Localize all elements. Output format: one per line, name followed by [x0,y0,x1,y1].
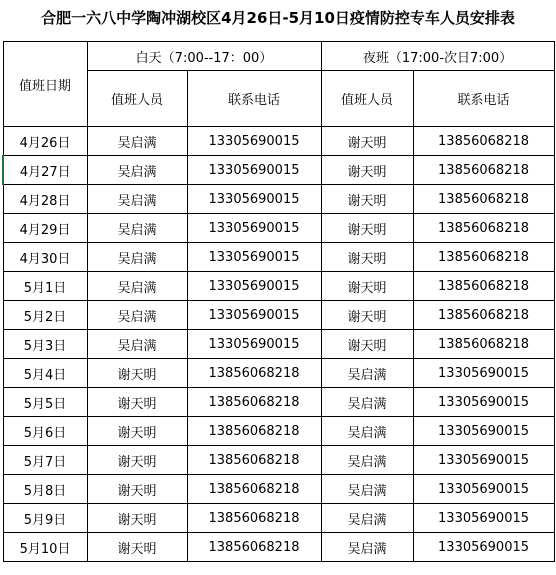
cell-day-person: 吴启满 [87,185,187,214]
cell-day-person: 谢天明 [87,417,187,446]
header-row-shifts [3,42,554,71]
table-row [3,359,554,388]
cell-day-phone: 13305690015 [187,127,321,156]
cell-day-person: 吴启满 [87,243,187,272]
header-date: 值班日期 [3,42,87,127]
cell-night-person: 谢天明 [321,301,413,330]
cell-night-person: 吴启满 [321,475,413,504]
header-day-shift: 白天（7:00--17：00） [87,42,321,71]
cell-night-person: 吴启满 [321,446,413,475]
cell-day-phone: 13856068218 [187,417,321,446]
cell-night-phone: 13856068218 [413,301,554,330]
cell-day-phone: 13856068218 [187,388,321,417]
cell-date: 5月4日 [3,359,87,388]
table-row [3,272,554,301]
table-row [3,156,554,185]
cell-date: 4月29日 [3,214,87,243]
cell-day-person: 吴启满 [87,214,187,243]
table-row [3,388,554,417]
cell-night-phone: 13305690015 [413,359,554,388]
cell-day-phone: 13305690015 [187,243,321,272]
table-row [3,185,554,214]
header-night-shift: 夜班（17:00-次日7:00） [321,42,554,71]
cell-night-person: 谢天明 [321,214,413,243]
table-row [3,504,554,533]
cell-date: 4月27日 [3,156,87,185]
cell-night-person: 吴启满 [321,359,413,388]
cell-day-phone: 13305690015 [187,330,321,359]
table-row [3,243,554,272]
cell-night-phone: 13305690015 [413,533,554,562]
cell-date: 5月9日 [3,504,87,533]
cell-night-person: 谢天明 [321,243,413,272]
cell-night-phone: 13856068218 [413,185,554,214]
cell-night-person: 谢天明 [321,272,413,301]
cell-date: 4月28日 [3,185,87,214]
cell-date: 5月10日 [3,533,87,562]
page-title: 合肥一六八中学陶冲湖校区4月26日-5月10日疫情防控专车人员安排表 [41,9,515,27]
cell-day-person: 吴启满 [87,272,187,301]
cell-date: 5月8日 [3,475,87,504]
cell-night-person: 吴启满 [321,417,413,446]
cell-day-person: 吴启满 [87,301,187,330]
cell-day-phone: 13856068218 [187,533,321,562]
header-day-phone: 联系电话 [187,71,321,127]
cell-day-person: 吴启满 [87,156,187,185]
table-row [3,214,554,243]
cell-night-phone: 13856068218 [413,127,554,156]
cell-night-person: 谢天明 [321,127,413,156]
cell-date: 5月5日 [3,388,87,417]
cell-day-person: 谢天明 [87,388,187,417]
cell-night-phone: 13856068218 [413,272,554,301]
cell-day-phone: 13305690015 [187,214,321,243]
table-row [3,127,554,156]
cell-night-phone: 13305690015 [413,504,554,533]
cell-day-phone: 13856068218 [187,475,321,504]
cell-night-phone: 13305690015 [413,417,554,446]
cell-day-person: 吴启满 [87,127,187,156]
schedule-table [2,41,555,562]
cell-date: 5月3日 [3,330,87,359]
cell-day-person: 谢天明 [87,475,187,504]
table-row [3,475,554,504]
cell-night-phone: 13856068218 [413,243,554,272]
cell-night-phone: 13305690015 [413,475,554,504]
cell-night-person: 谢天明 [321,330,413,359]
cell-day-phone: 13305690015 [187,301,321,330]
cell-day-phone: 13856068218 [187,359,321,388]
cell-day-person: 谢天明 [87,504,187,533]
cell-day-phone: 13856068218 [187,446,321,475]
cell-date: 5月1日 [3,272,87,301]
cell-day-person: 谢天明 [87,446,187,475]
cell-date: 5月2日 [3,301,87,330]
cell-day-phone: 13856068218 [187,504,321,533]
header-night-person: 值班人员 [321,71,413,127]
cell-day-phone: 13305690015 [187,185,321,214]
cell-date: 5月7日 [3,446,87,475]
cell-night-phone: 13856068218 [413,214,554,243]
cell-date: 4月30日 [3,243,87,272]
cell-night-person: 谢天明 [321,185,413,214]
table-row [3,301,554,330]
header-night-phone: 联系电话 [413,71,554,127]
cell-night-phone: 13305690015 [413,446,554,475]
cell-night-person: 吴启满 [321,533,413,562]
cell-day-phone: 13305690015 [187,156,321,185]
cell-date: 5月6日 [3,417,87,446]
cell-day-phone: 13305690015 [187,272,321,301]
cell-night-phone: 13856068218 [413,330,554,359]
cell-night-person: 吴启满 [321,388,413,417]
cell-night-person: 吴启满 [321,504,413,533]
header-day-person: 值班人员 [87,71,187,127]
cell-date: 4月26日 [3,127,87,156]
cell-night-phone: 13305690015 [413,388,554,417]
cell-day-person: 谢天明 [87,359,187,388]
cell-night-phone: 13856068218 [413,156,554,185]
cell-day-person: 吴启满 [87,330,187,359]
table-row [3,446,554,475]
table-row [3,533,554,562]
cell-night-person: 谢天明 [321,156,413,185]
table-row [3,330,554,359]
cell-day-person: 谢天明 [87,533,187,562]
table-row [3,417,554,446]
